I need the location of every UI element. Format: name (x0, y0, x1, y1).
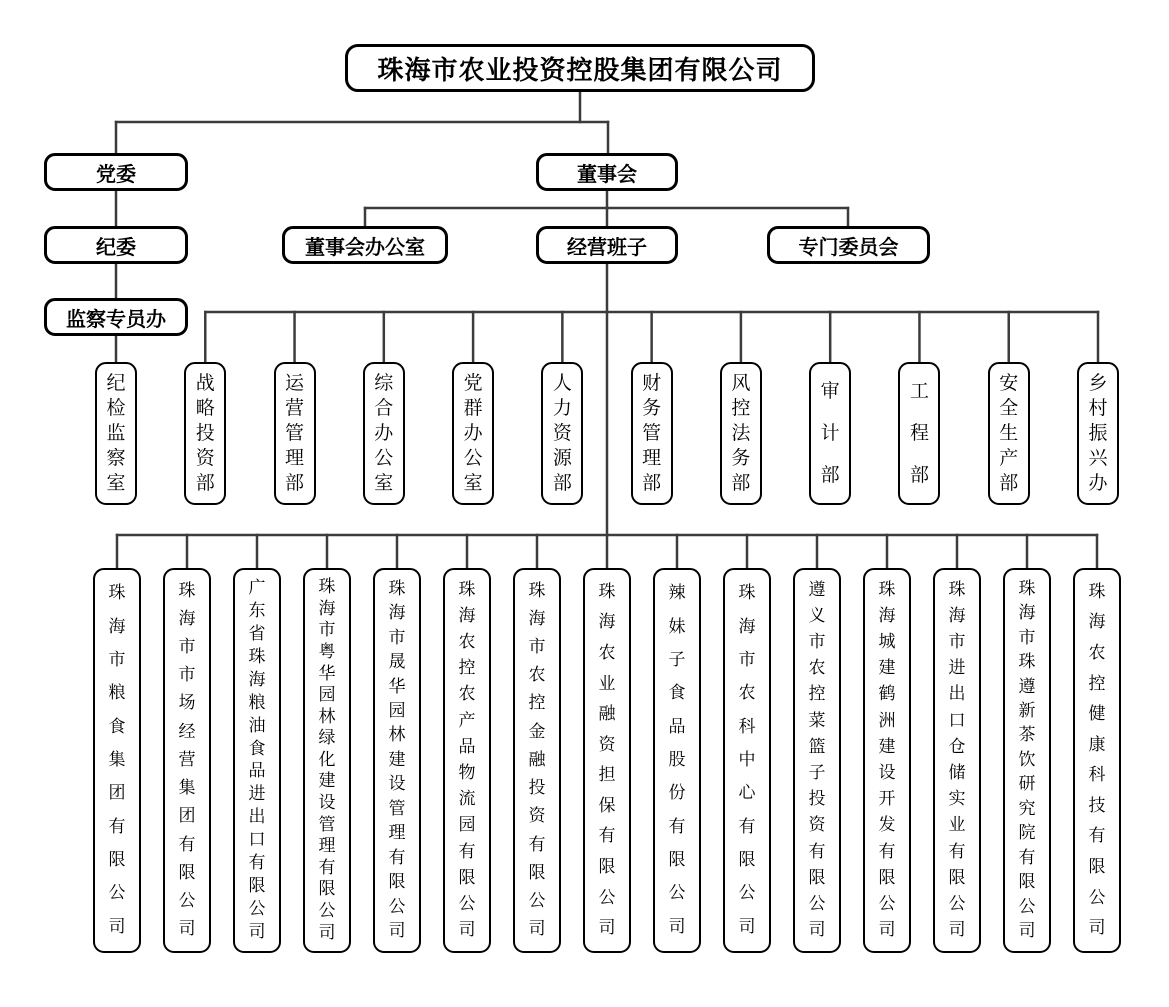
department-box-5: 党 群 办 公 室 (452, 362, 494, 505)
subsidiary-box-13: 珠 海 市 进 出 口 仓 储 实 业 有 限 公 司 (933, 568, 981, 953)
department-box-8: 风 控 法 务 部 (720, 362, 762, 505)
node-special-committees (767, 226, 930, 264)
node-party-committee-label: 党委 (96, 161, 136, 186)
node-board-of-directors-label: 董事会 (577, 161, 637, 186)
subsidiary-box-2: 珠 海 市 市 场 经 营 集 团 有 限 公 司 (163, 568, 211, 953)
subsidiary-box-5: 珠 海 市 晟 华 园 林 建 设 管 理 有 限 公 司 (373, 568, 421, 953)
subsidiary-box-1: 珠 海 市 粮 食 集 团 有 限 公 司 (93, 568, 141, 953)
org-root-box (345, 44, 815, 92)
department-box-10: 工 程 部 (898, 362, 940, 505)
subsidiary-box-10: 珠 海 市 农 科 中 心 有 限 公 司 (723, 568, 771, 953)
subsidiary-box-15: 珠 海 农 控 健 康 科 技 有 限 公 司 (1073, 568, 1121, 953)
node-management-team-label: 经营班子 (567, 234, 647, 259)
subsidiary-box-12: 珠 海 城 建 鹤 洲 建 设 开 发 有 限 公 司 (863, 568, 911, 953)
department-box-2: 战 略 投 资 部 (184, 362, 226, 505)
department-box-3: 运 营 管 理 部 (274, 362, 316, 505)
subsidiary-box-7: 珠 海 市 农 控 金 融 投 资 有 限 公 司 (513, 568, 561, 953)
subsidiary-box-14: 珠 海 市 珠 遵 新 茶 饮 研 究 院 有 限 公 司 (1003, 568, 1051, 953)
node-supervision-commissioner-office-label: 监察专员办 (66, 306, 166, 331)
department-box-7: 财 务 管 理 部 (631, 362, 673, 505)
subsidiary-box-9: 辣 妹 子 食 品 股 份 有 限 公 司 (653, 568, 701, 953)
subsidiary-box-11: 遵 义 市 农 控 菜 篮 子 投 资 有 限 公 司 (793, 568, 841, 953)
node-special-committees-label: 专门委员会 (798, 234, 899, 259)
department-box-6: 人 力 资 源 部 (541, 362, 583, 505)
node-management-team (536, 226, 678, 264)
node-board-of-directors (536, 153, 678, 191)
subsidiary-box-8: 珠 海 农 业 融 资 担 保 有 限 公 司 (583, 568, 631, 953)
subsidiary-box-4: 珠 海 市 粤 华 园 林 绿 化 建 设 管 理 有 限 公 司 (303, 568, 351, 953)
subsidiary-box-6: 珠 海 农 控 农 产 品 物 流 园 有 限 公 司 (443, 568, 491, 953)
department-box-4: 综 合 办 公 室 (363, 362, 405, 505)
department-box-11: 安 全 生 产 部 (988, 362, 1030, 505)
node-board-office-label: 董事会办公室 (305, 234, 425, 259)
node-party-committee (44, 153, 188, 191)
node-board-office (282, 226, 448, 264)
node-supervision-commissioner-office (44, 298, 188, 336)
subsidiary-box-3: 广 东 省 珠 海 粮 油 食 品 进 出 口 有 限 公 司 (233, 568, 281, 953)
department-box-9: 审 计 部 (809, 362, 851, 505)
org-root-label: 珠海市农业投资控股集团有限公司 (377, 55, 783, 86)
department-box-1: 纪 检 监 察 室 (95, 362, 137, 505)
department-box-12: 乡 村 振 兴 办 (1077, 362, 1119, 505)
node-discipline-committee-label: 纪委 (96, 234, 136, 259)
node-discipline-committee (44, 226, 188, 264)
